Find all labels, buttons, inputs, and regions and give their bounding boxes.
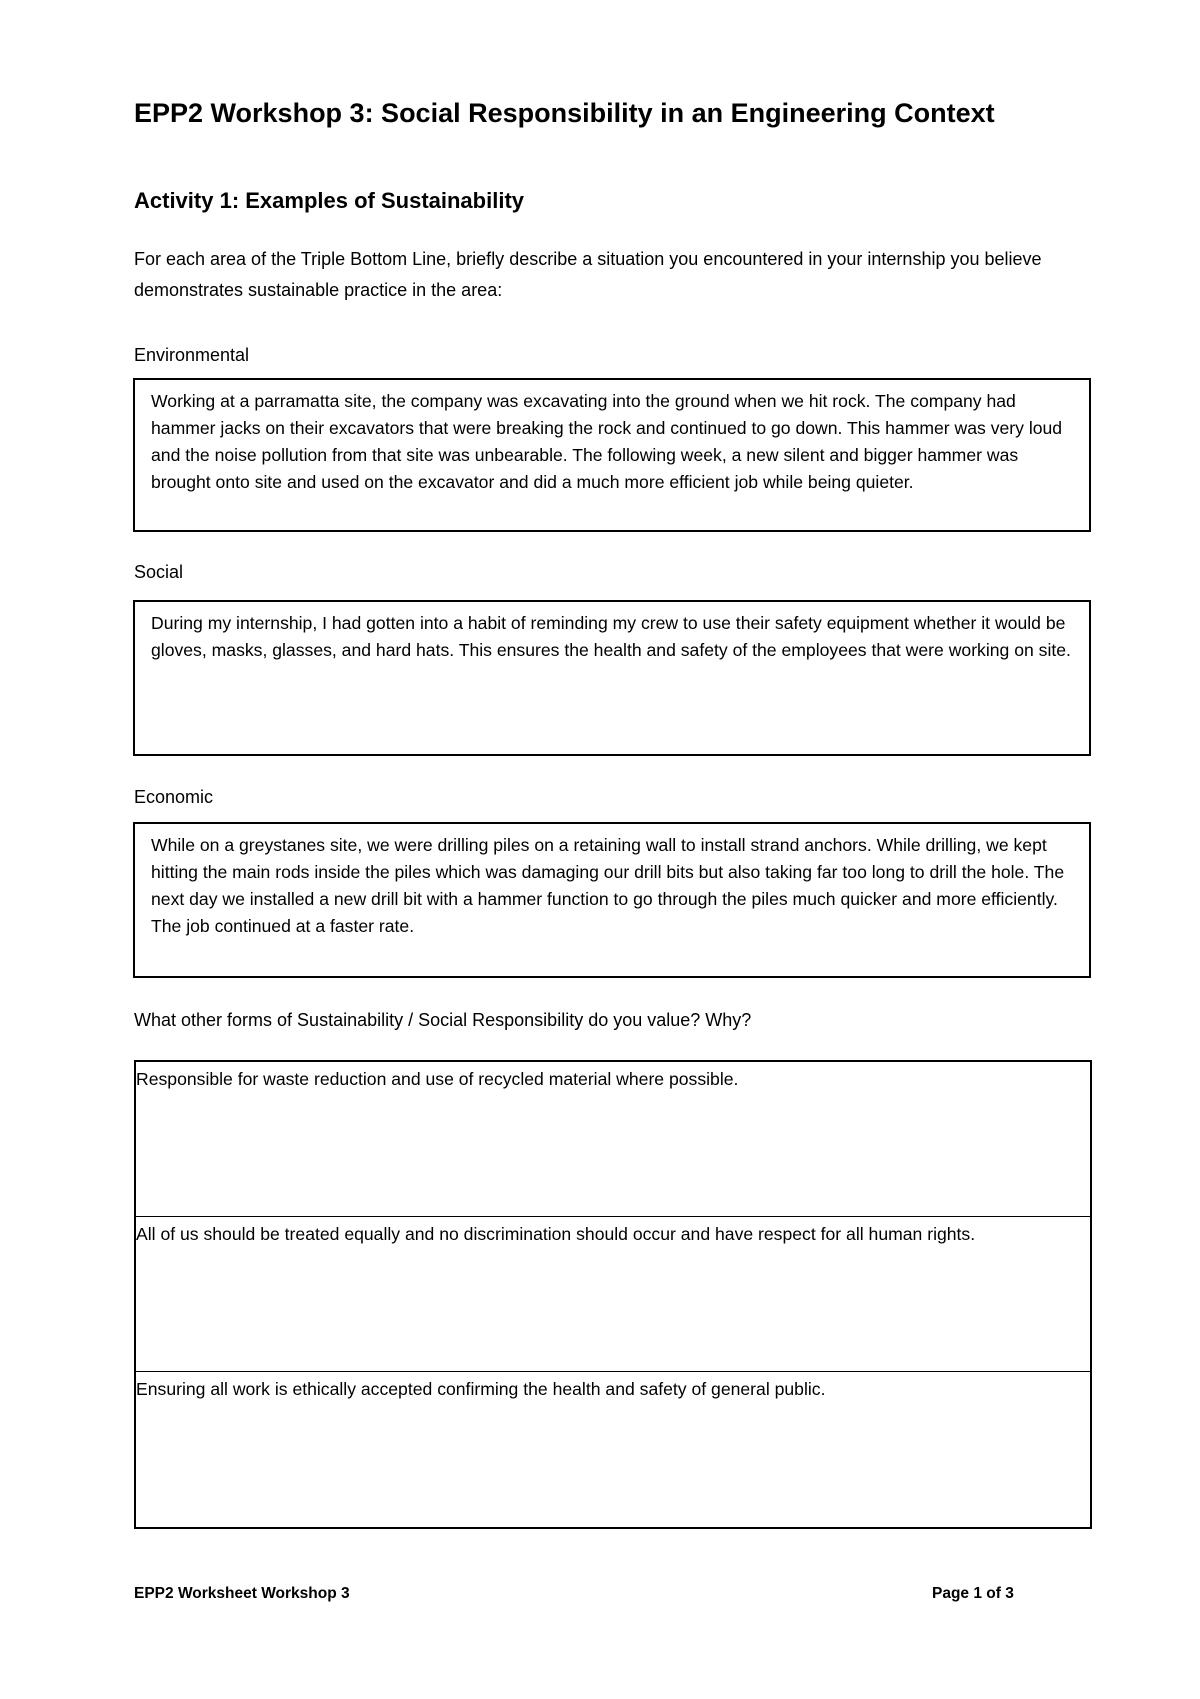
footer-page-number: Page 1 of 3	[932, 1585, 1014, 1602]
values-question: What other forms of Sustainability / Social Responsibility do you value? Why?	[134, 1010, 752, 1030]
economic-label: Economic	[134, 787, 214, 807]
footer-document-name: EPP2 Worksheet Workshop 3	[134, 1585, 350, 1602]
economic-answer-box[interactable]	[133, 822, 1091, 978]
economic-answer-text: While on a greystanes site, we were drilling piles on a retaining wall to install strand anchors. While drilling, we kept hitting the main rods inside the piles which was damaging our drill bits but also taking far too long to drill the hole. The next day we installed a new drill bit with a hammer function to go through the piles much quicker and more efficiently. The job continued at a faster rate.	[151, 835, 1065, 936]
social-label: Social	[134, 562, 184, 582]
environmental-answer-box[interactable]	[133, 378, 1091, 532]
page-title: EPP2 Workshop 3: Social Responsibility in an Engineering Context	[134, 98, 995, 128]
instruction-text: For each area of the Triple Bottom Line, briefly describe a situation you encountered in your internship you believe demonstrates sustainable practice in the area:	[134, 249, 1042, 300]
social-answer-text: During my internship, I had gotten into a habit of reminding my crew to use their safety equipment whether it would be gloves, masks, glasses, and hard hats. This ensures the health and safety of the employees that were working on site.	[151, 613, 1071, 660]
values-answer-row-1[interactable]: Responsible for waste reduction and use of recycled material where possible.	[136, 1062, 1090, 1217]
activity-heading: Activity 1: Examples of Sustainability	[134, 188, 525, 213]
environmental-answer-text: Working at a parramatta site, the company was excavating into the ground when we hit rock. The company had hammer jacks on their excavators that were breaking the rock and continued to go down. This hammer was very loud and the noise pollution from that site was unbearable. The following week, a new silent and bigger hammer was brought onto site and used on the excavator and did a much more efficient job while being quieter.	[151, 391, 1063, 492]
social-answer-box[interactable]	[133, 600, 1091, 756]
values-answer-row-2[interactable]: All of us should be treated equally and no discrimination should occur and have respect for all human rights.	[136, 1217, 1090, 1372]
values-answer-table	[134, 1060, 1092, 1529]
values-answer-row-3[interactable]: Ensuring all work is ethically accepted confirming the health and safety of general public.	[136, 1379, 826, 1399]
environmental-label: Environmental	[134, 345, 250, 365]
